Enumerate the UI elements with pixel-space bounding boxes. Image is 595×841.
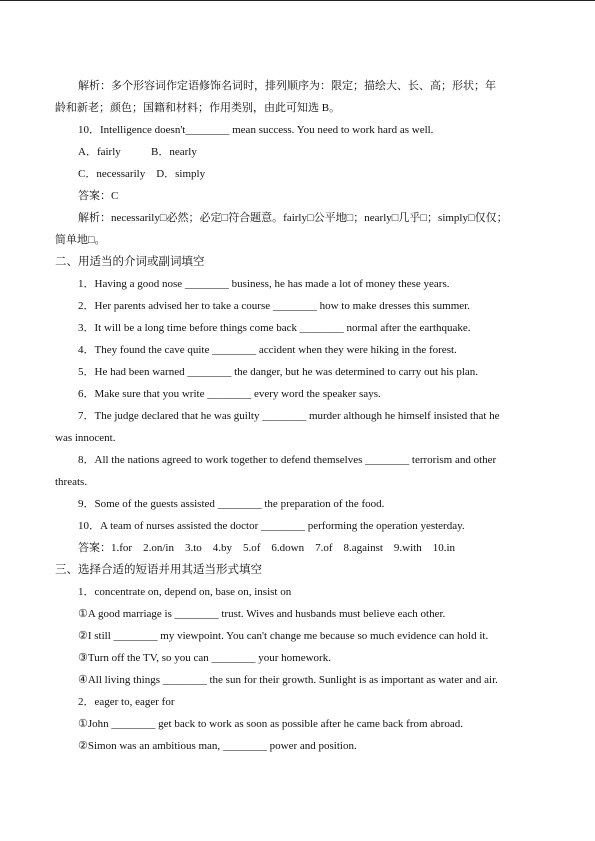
- question-10-options: A．fairly B．nearly: [78, 146, 197, 158]
- phrase-item: ①A good marriage is ________ trust. Wives and husbands must believe each other.: [78, 608, 446, 620]
- fill-item: 8．All the nations agreed to work together to defend themselves ________ terrorism and other: [78, 454, 497, 466]
- fill-item: 3．It will be a long time before things come back ________ normal after the earthquake.: [78, 322, 471, 334]
- phrase-item: ②I still ________ my viewpoint. You can't change me because so much evidence can hold it.: [78, 630, 489, 642]
- question-10-analysis: 简单地□。: [55, 234, 106, 246]
- phrase-item: ①John ________ get back to work as soon as possible after he came back from abroad.: [78, 718, 463, 730]
- phrase-group-title: 1．concentrate on, depend on, base on, insist on: [78, 586, 292, 598]
- fill-item: 10．A team of nurses assisted the doctor ________ performing the operation yesterday.: [78, 520, 465, 532]
- section-3-heading: 三、选择合适的短语并用其适当形式填空: [55, 564, 262, 576]
- phrase-item: ②Simon was an ambitious man, ________ power and position.: [78, 740, 357, 752]
- analysis-text: 龄和新老；颜色；国籍和材料；作用类别，由此可知选 B。: [55, 102, 341, 114]
- section-2-answer: 答案：1.for 2.on/in 3.to 4.by 5.of 6.down 7.of 8.against 9.with 10.in: [78, 542, 456, 554]
- question-10-answer: 答案：C: [78, 190, 119, 202]
- fill-item: 6．Make sure that you write ________ every word the speaker says.: [78, 388, 381, 400]
- fill-item: 1．Having a good nose ________ business, he has made a lot of money these years.: [78, 278, 450, 290]
- fill-item-continued: threats.: [55, 476, 88, 488]
- question-10-options: C．necessarily D．simply: [78, 168, 206, 180]
- phrase-group-title: 2．eager to, eager for: [78, 696, 175, 708]
- question-10: 10．Intelligence doesn't________ mean success. You need to work hard as well.: [78, 124, 434, 136]
- phrase-item: ④All living things ________ the sun for their growth. Sunlight is as important as water and air.: [78, 674, 498, 686]
- fill-item: 9．Some of the guests assisted ________ the preparation of the food.: [78, 498, 385, 510]
- question-10-analysis: 解析：necessarily□必然；必定□符合题意。fairly□公平地□；nearly□几乎□；simply□仅仅；: [78, 212, 508, 224]
- fill-item: 4．They found the cave quite ________ accident when they were hiking in the forest.: [78, 344, 457, 356]
- fill-item: 5．He had been warned ________ the danger, but he was determined to carry out his plan.: [78, 366, 479, 378]
- fill-item: 7．The judge declared that he was guilty ________ murder although he himself insisted that he: [78, 410, 500, 422]
- fill-item-continued: was innocent.: [55, 432, 116, 444]
- section-2-heading: 二、用适当的介词或副词填空: [55, 256, 205, 268]
- analysis-text: 解析：多个形容词作定语修饰名词时，排列顺序为：限定；描绘大、长、高；形状；年: [78, 80, 496, 92]
- phrase-item: ③Turn off the TV, so you can ________ your homework.: [78, 652, 331, 664]
- fill-item: 2．Her parents advised her to take a course ________ how to make dresses this summer.: [78, 300, 470, 312]
